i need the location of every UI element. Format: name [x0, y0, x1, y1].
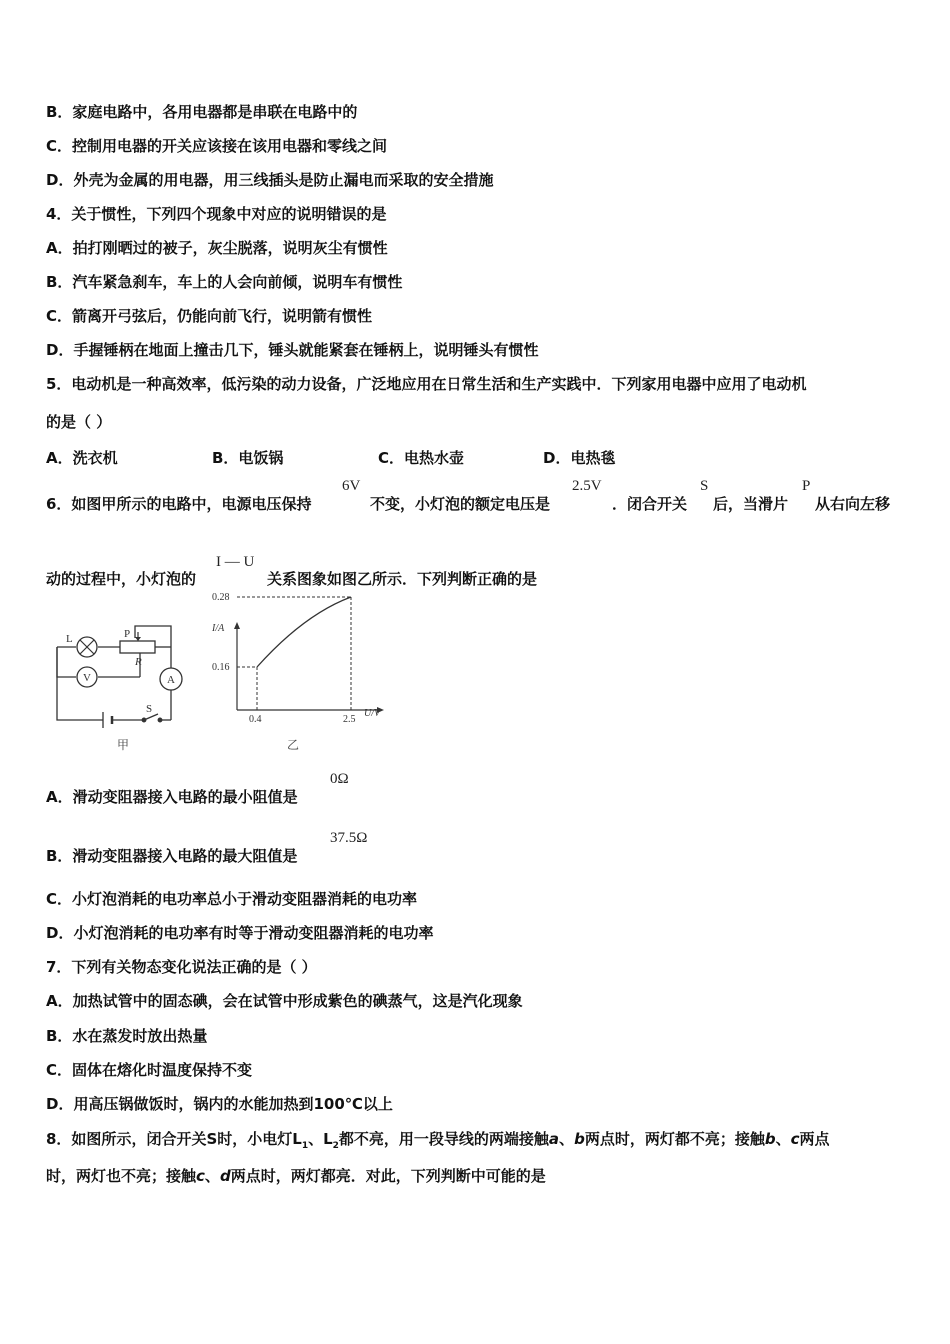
question-7-option-c: C．固体在熔化时温度保持不变	[46, 1061, 253, 1079]
x-tick-2-5: 2.5	[343, 714, 356, 725]
x-axis-label: U/V	[364, 708, 381, 719]
label-v: V	[83, 672, 91, 684]
question-4-option-a: A．拍打刚晒过的被子，灰尘脱落，说明灰尘有惯性	[46, 239, 388, 257]
iu-graph	[211, 592, 384, 725]
question-6-stem-part3: ．闭合开关	[612, 495, 688, 513]
lamp-l	[77, 637, 97, 657]
question-6-option-a: A．滑动变阻器接入电路的最小阻值是	[46, 788, 298, 806]
x-tick-0-4: 0.4	[249, 714, 262, 725]
question-6-stem-part7: 关系图象如图乙所示．下列判断正确的是	[267, 570, 538, 588]
question-4-stem: 4．关于惯性，下列四个现象中对应的说明错误的是	[46, 205, 387, 223]
y-axis-arrow	[234, 622, 240, 629]
question-6-stem-part1: 6．如图甲所示的电路中，电源电压保持	[46, 495, 312, 513]
question-5-option-b: B．电饭锅	[212, 449, 284, 467]
question-5-option-c: C．电热水壶	[378, 449, 465, 467]
question-8-stem-line1: 8．如图所示，闭合开关S时，小电灯$L_1$、$L_2$都不亮，用一段导线的两端接触a、b两点时，两灯都不亮；接触b、c两点	[46, 1130, 830, 1151]
caption-jia: 甲	[117, 738, 130, 752]
question-4-option-d: D．手握锤柄在地面上撞击几下，锤头就能紧套在锤柄上，说明锤头有惯性	[46, 341, 539, 359]
y-tick-0-28: 0.28	[212, 592, 230, 603]
question-6-figure	[40, 592, 400, 762]
question-5-stem: 5．电动机是一种高效率，低污染的动力设备，广泛地应用在日常生活和生产实践中．下列家用电器中应用了电动机	[46, 375, 807, 393]
option-c-switch-placement: C．控制用电器的开关应该接在该用电器和零线之间	[46, 137, 388, 155]
question-6-stem-part4: 后，当滑片	[713, 495, 789, 513]
question-8-stem-line2: 时，两灯也不亮；接触c、d两点时，两灯都亮．对此，下列判断中可能的是	[46, 1167, 546, 1185]
question-6-stem-part5: 从右向左移	[815, 495, 891, 513]
label-p: P	[124, 628, 131, 640]
question-6-option-a-value: 0Ω	[330, 771, 349, 787]
question-6-slider-p: P	[802, 478, 811, 494]
question-4-option-c: C．箭离开弓弦后，仍能向前飞行，说明箭有惯性	[46, 307, 373, 325]
question-7-option-d: D．用高压锅做饭时，锅内的水能加热到100℃以上	[46, 1095, 393, 1113]
question-6-option-b-value: 37.5Ω	[330, 830, 368, 846]
question-5-option-d: D．电热毯	[543, 449, 616, 467]
question-6-stem-part6: 动的过程中，小灯泡的	[46, 570, 197, 588]
iu-curve	[257, 597, 351, 667]
y-tick-0-16: 0.16	[212, 662, 230, 673]
circuit-diagram	[57, 626, 171, 720]
label-r: R	[135, 656, 142, 668]
label-s: S	[146, 703, 153, 715]
rheostat-r	[120, 641, 155, 653]
question-5-option-a: A．洗衣机	[46, 449, 118, 467]
question-6-voltage-6v: 6V	[342, 478, 361, 494]
question-6-option-c: C．小灯泡消耗的电功率总小于滑动变阻器消耗的电功率	[46, 890, 418, 908]
question-7-stem: 7．下列有关物态变化说法正确的是（ ）	[46, 958, 317, 976]
question-6-stem-part2: 不变，小灯泡的额定电压是	[370, 495, 551, 513]
question-6-i-u-label: I — U	[216, 554, 255, 570]
question-6-option-d: D．小灯泡消耗的电功率有时等于滑动变阻器消耗的电功率	[46, 924, 434, 942]
question-7-option-b: B．水在蒸发时放出热量	[46, 1027, 208, 1045]
question-6-switch-s: S	[700, 478, 709, 494]
battery	[103, 712, 112, 728]
question-6-option-b: B．滑动变阻器接入电路的最大阻值是	[46, 847, 298, 865]
label-a: A	[167, 674, 175, 686]
question-5-stem-cont: 的是（ ）	[46, 413, 112, 431]
switch-s	[142, 714, 162, 722]
y-axis-label: I/A	[212, 623, 225, 634]
label-l: L	[66, 633, 73, 645]
question-7-option-a: A．加热试管中的固态碘，会在试管中形成紫色的碘蒸气，这是汽化现象	[46, 992, 523, 1010]
option-b-household-circuit: B．家庭电路中，各用电器都是串联在电路中的	[46, 103, 358, 121]
question-6-voltage-2-5v: 2.5V	[572, 478, 602, 494]
option-d-three-wire-plug: D．外壳为金属的用电器，用三线插头是防止漏电而采取的安全措施	[46, 171, 494, 189]
caption-yi: 乙	[287, 738, 300, 752]
question-4-option-b: B．汽车紧急刹车，车上的人会向前倾，说明车有惯性	[46, 273, 403, 291]
